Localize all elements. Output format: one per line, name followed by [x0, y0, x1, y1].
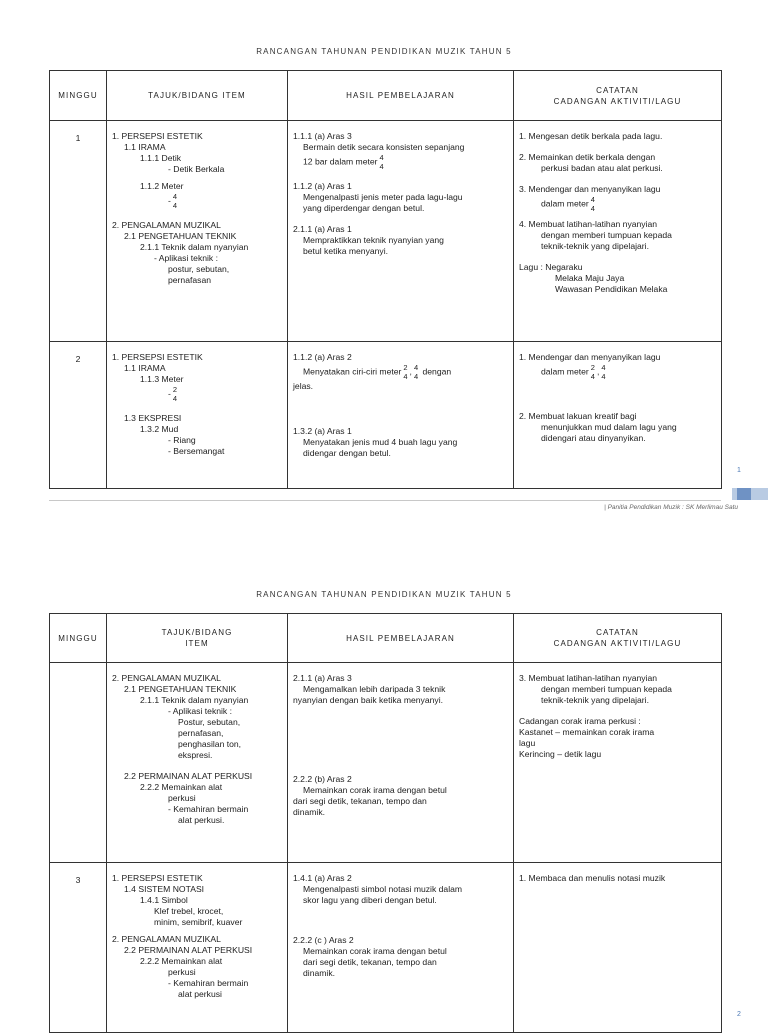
catatan-cell [514, 863, 722, 1033]
week-number: 3 [50, 863, 107, 1033]
outcome-text: betul ketika menyanyi. [303, 246, 389, 256]
time-signature [601, 363, 605, 381]
table-header-row [50, 614, 722, 663]
numerator: 4 [379, 153, 384, 162]
time-signature [591, 195, 595, 213]
numerator: 4 [413, 363, 419, 372]
outcome-text-part: Menyatakan ciri-ciri meter [303, 366, 402, 377]
time-signature [173, 385, 177, 403]
hasil-cell [288, 342, 514, 489]
time-signature [173, 192, 177, 210]
page-number: 1 [737, 467, 741, 474]
denominator: 4 [172, 394, 178, 403]
activity: Kastanet – memainkan corak irama [519, 727, 655, 737]
outcome-text: dinamik. [303, 968, 335, 978]
activity: 3. Mendengar dan menyanyikan lagu [519, 184, 661, 194]
footer-rule [49, 500, 721, 501]
hasil-cell [288, 863, 514, 1033]
time-signature [414, 363, 418, 381]
activity: menunjukkan mud dalam lagu yang [541, 422, 677, 432]
subtopic: 1.3 EKSPRESI [124, 413, 182, 423]
item-detail: Postur, sebutan, [178, 717, 241, 727]
subtopic: 2.1 PENGETAHUAN TEKNIK [124, 231, 237, 241]
activity-part: dalam meter [541, 366, 589, 377]
activity: Kerincing – detik lagu [519, 749, 602, 759]
item-detail [112, 385, 283, 403]
song-title: Wawasan Pendidikan Melaka [555, 284, 668, 294]
activity: dengan memberi tumpuan kepada [541, 684, 672, 694]
table-row [50, 121, 722, 342]
activity [519, 363, 717, 381]
outcome-text: Memainkan corak irama dengan betul [303, 785, 447, 795]
activity: 1. Mendengar dan menyanyikan lagu [519, 352, 661, 362]
outcome-text: Mempraktikkan teknik nyanyian yang [303, 235, 444, 245]
header-tajuk [107, 614, 288, 663]
catatan-cell [514, 121, 722, 342]
outcome-text [293, 153, 509, 171]
activity: 4. Membuat latihan-latihan nyanyian [519, 219, 658, 229]
activity [519, 195, 717, 213]
item: 2.1.1 Teknik dalam nyanyian [140, 695, 249, 705]
item: 1.1.2 Meter [140, 181, 184, 191]
header-minggu: MINGGU [50, 71, 107, 121]
activity: 1. Membaca dan menulis notasi muzik [519, 873, 666, 883]
item-detail [112, 192, 283, 210]
numerator: 2 [590, 363, 595, 372]
denominator: 4 [590, 204, 595, 213]
topic-heading: 2. PENGALAMAN MUZIKAL [112, 220, 221, 230]
item: 1.4.1 Simbol [140, 895, 188, 905]
outcome-code: 1.1.2 (a) Aras 1 [293, 181, 352, 191]
time-signature [403, 363, 407, 381]
activity: teknik-teknik yang dipelajari. [541, 241, 649, 251]
activity: didengari atau dinyanyikan. [541, 433, 646, 443]
activity: 2. Memainkan detik berkala dengan [519, 152, 656, 162]
header-tajuk-line2: ITEM [185, 639, 209, 648]
tajuk-cell [107, 663, 288, 863]
subtopic: 2.1 PENGETAHUAN TEKNIK [124, 684, 237, 694]
activity: 3. Membuat latihan-latihan nyanyian [519, 673, 658, 683]
song-label: Lagu : Negaraku [519, 262, 583, 272]
item-detail: perkusi [168, 967, 196, 977]
dash: - [168, 388, 171, 399]
item: 1.1.1 Detik [140, 153, 182, 163]
topic-heading: 2. PENGALAMAN MUZIKAL [112, 673, 221, 683]
outcome-text: yang diperdengar dengan betul. [303, 203, 425, 213]
activity: Cadangan corak irama perkusi : [519, 716, 641, 726]
item: 1.1.3 Meter [140, 374, 184, 384]
outcome-text [293, 363, 509, 381]
denominator: 4 [379, 162, 384, 171]
plan-table [49, 70, 722, 489]
denominator: 4 [172, 201, 178, 210]
table-row [50, 663, 722, 863]
activity: perkusi badan atau alat perkusi. [541, 163, 663, 173]
outcome-text: skor lagu yang diberi dengan betul. [303, 895, 437, 905]
time-signature [591, 363, 595, 381]
header-hasil: HASIL PEMBELAJARAN [288, 614, 514, 663]
outcome-text: dinamik. [293, 807, 325, 817]
subtopic: 1.1 IRAMA [124, 142, 166, 152]
outcome-text-part: 12 bar dalam meter [303, 156, 378, 167]
activity: dengan memberi tumpuan kepada [541, 230, 672, 240]
outcome-text: nyanyian dengan baik ketika menyanyi. [293, 695, 444, 705]
numerator: 4 [590, 195, 595, 204]
subtopic: 2.2 PERMAINAN ALAT PERKUSI [124, 945, 253, 955]
subtopic: 2.2 PERMAINAN ALAT PERKUSI [124, 771, 253, 781]
item-detail: ekspresi. [178, 750, 213, 760]
numerator: 2 [403, 363, 408, 372]
page-tab-marker [728, 487, 768, 501]
item: 2.2.2 Memainkan alat [140, 956, 223, 966]
item-detail: perkusi [168, 793, 196, 803]
numerator: 4 [172, 192, 178, 201]
activity: 1. Mengesan detik berkala pada lagu. [519, 131, 663, 141]
activity-part: dalam meter [541, 198, 589, 209]
header-tajuk-line1: TAJUK/BIDANG [161, 628, 233, 637]
tajuk-cell [107, 863, 288, 1033]
outcome-code: 1.1.1 (a) Aras 3 [293, 131, 352, 141]
dash: - [168, 195, 171, 206]
item-detail: - Detik Berkala [168, 164, 225, 174]
header-catatan [514, 614, 722, 663]
outcome-text: dari segi detik, tekanan, tempo dan [293, 796, 427, 806]
outcome-code: 1.1.2 (a) Aras 2 [293, 352, 352, 362]
week-number: 1 [50, 121, 107, 342]
activity: 2. Membuat lakuan kreatif bagi [519, 411, 637, 421]
separator: , [596, 366, 600, 377]
header-hasil: HASIL PEMBELAJARAN [288, 71, 514, 121]
page-title: RANCANGAN TAHUNAN PENDIDIKAN MUZIK TAHUN 5 [256, 47, 512, 56]
outcome-code: 1.3.2 (a) Aras 1 [293, 426, 352, 436]
subtopic: 1.4 SISTEM NOTASI [124, 884, 205, 894]
song-title: Melaka Maju Jaya [555, 273, 625, 283]
header-catatan-line1: CATATAN [596, 85, 639, 95]
topic-heading: 1. PERSEPSI ESTETIK [112, 352, 203, 362]
denominator: 4 [413, 372, 419, 381]
header-tajuk: TAJUK/BIDANG ITEM [107, 71, 288, 121]
hasil-cell [288, 663, 514, 863]
item-detail: postur, sebutan, [168, 264, 230, 274]
separator: , [409, 366, 412, 377]
tajuk-cell [107, 342, 288, 489]
outcome-code: 2.1.1 (a) Aras 3 [293, 673, 352, 683]
outcome-code: 2.2.2 (c ) Aras 2 [293, 935, 354, 945]
outcome-code: 1.4.1 (a) Aras 2 [293, 873, 352, 883]
plan-table [49, 613, 722, 1033]
subtopic: 1.1 IRAMA [124, 363, 166, 373]
topic-heading: 2. PENGALAMAN MUZIKAL [112, 934, 221, 944]
item-detail: pernafasan, [178, 728, 224, 738]
tajuk-cell [107, 121, 288, 342]
outcome-text: Mengenalpasti simbol notasi muzik dalam [303, 884, 463, 894]
item: 1.3.2 Mud [140, 424, 179, 434]
outcome-text-part: dengan [422, 366, 452, 377]
header-catatan-line2: CADANGAN AKTIVITI/LAGU [553, 639, 682, 648]
header-minggu: MINGGU [50, 614, 107, 663]
item-detail: minim, semibrif, kuaver [154, 917, 243, 927]
time-signature [380, 153, 384, 171]
page-title: RANCANGAN TAHUNAN PENDIDIKAN MUZIK TAHUN 5 [256, 590, 512, 599]
header-catatan [514, 71, 722, 121]
table-row [50, 342, 722, 489]
item-detail: - Kemahiran bermain [168, 804, 249, 814]
hasil-cell [288, 121, 514, 342]
topic-heading: 1. PERSEPSI ESTETIK [112, 131, 203, 141]
catatan-cell [514, 663, 722, 863]
outcome-text: Menyatakan jenis mud 4 buah lagu yang [303, 437, 458, 447]
item-detail: - Bersemangat [168, 446, 225, 456]
denominator: 4 [590, 372, 595, 381]
item-detail: - Aplikasi teknik : [154, 253, 218, 263]
header-catatan-line1: CATATAN [596, 628, 639, 637]
item-detail: - Riang [168, 435, 196, 445]
item-detail: Klef trebel, krocet, [154, 906, 224, 916]
catatan-cell [514, 342, 722, 489]
footer-text: | Panitia Pendidikan Muzik : SK Merlimau Satu [604, 504, 738, 511]
table-row [50, 863, 722, 1033]
page-number: 2 [737, 1011, 741, 1018]
item-detail: alat perkusi [178, 989, 222, 999]
topic-heading: 1. PERSEPSI ESTETIK [112, 873, 203, 883]
outcome-code: 2.1.1 (a) Aras 1 [293, 224, 352, 234]
table-header-row [50, 71, 722, 121]
outcome-code: 2.2.2 (b) Aras 2 [293, 774, 352, 784]
item: 2.1.1 Teknik dalam nyanyian [140, 242, 249, 252]
outcome-text: jelas. [293, 381, 314, 391]
numerator: 2 [172, 385, 178, 394]
header-catatan-line2: CADANGAN AKTIVITI/LAGU [553, 96, 682, 106]
outcome-text: Memainkan corak irama dengan betul [303, 946, 447, 956]
outcome-text: Mengenalpasti jenis meter pada lagu-lagu [303, 192, 463, 202]
week-number [50, 663, 107, 863]
item-detail: penghasilan ton, [178, 739, 242, 749]
week-number: 2 [50, 342, 107, 489]
denominator: 4 [403, 372, 408, 381]
activity: lagu [519, 738, 536, 748]
numerator: 4 [601, 363, 606, 372]
item-detail: alat perkusi. [178, 815, 225, 825]
denominator: 4 [601, 372, 606, 381]
outcome-text: Bermain detik secara konsisten sepanjang [303, 142, 465, 152]
item-detail: pernafasan [168, 275, 212, 285]
outcome-text: dari segi detik, tekanan, tempo dan [303, 957, 437, 967]
item-detail: - Aplikasi teknik : [168, 706, 232, 716]
item-detail: - Kemahiran bermain [168, 978, 249, 988]
outcome-text: Mengamalkan lebih daripada 3 teknik [303, 684, 446, 694]
activity: teknik-teknik yang dipelajari. [541, 695, 649, 705]
item: 2.2.2 Memainkan alat [140, 782, 223, 792]
outcome-text: didengar dengan betul. [303, 448, 391, 458]
